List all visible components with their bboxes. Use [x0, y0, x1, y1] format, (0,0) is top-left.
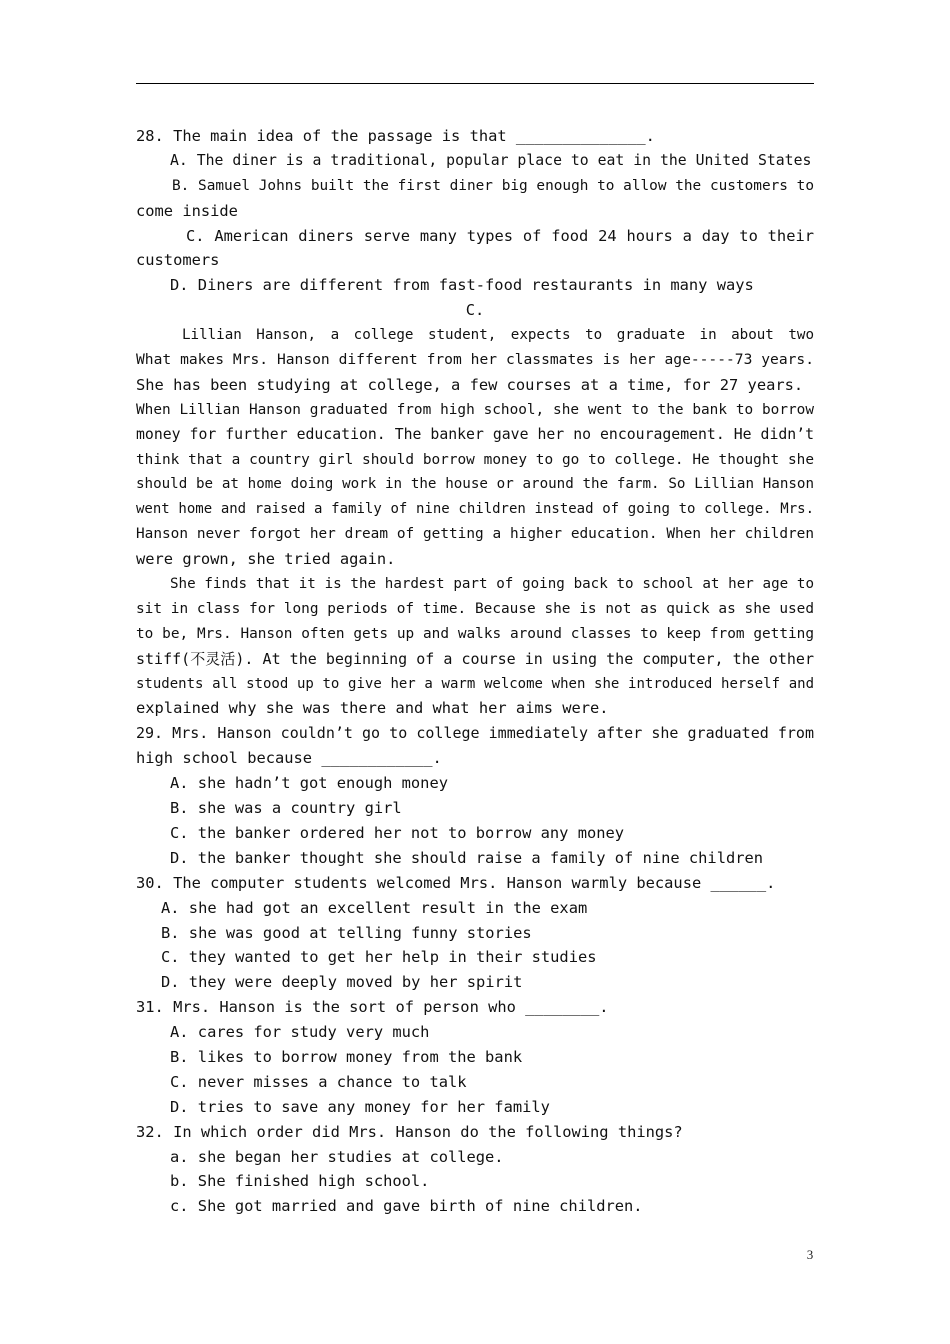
- passage-line: She has been studying at college, a few courses at a time, for 27 years.: [136, 375, 804, 394]
- passage-line: to be, Mrs. Hanson often gets up and walks around classes to keep from getting: [136, 625, 814, 642]
- q31-option-c: C. never misses a chance to talk: [170, 1072, 467, 1091]
- q29-option-d: D. the banker thought she should raise a family of nine children: [170, 848, 764, 867]
- q31-stem: 31. Mrs. Hanson is the sort of person who ________.: [136, 998, 609, 1017]
- passage-line: should be at home doing work in the house or around the farm. So Lillian Hanson: [136, 476, 814, 493]
- passage-line: stiff(不灵活). At the beginning of a course in using the computer, the other: [136, 649, 814, 668]
- q32-item-c: c. She got married and gave birth of nine children.: [170, 1197, 643, 1216]
- q30-option-a: A. she had got an excellent result in the exam: [161, 898, 588, 917]
- q29-option-b: B. she was a country girl: [170, 799, 402, 818]
- passage-line: What makes Mrs. Hanson different from her classmates is her age-----73 years.: [136, 351, 814, 369]
- q32-item-b: b. She finished high school.: [170, 1172, 430, 1191]
- passage-line: sit in class for long periods of time. Because she is not as quick as she used: [136, 600, 814, 617]
- passage-line: Lillian Hanson, a college student, expects to graduate in about two: [182, 327, 814, 344]
- q32-stem: 32. In which order did Mrs. Hanson do the following things?: [136, 1122, 683, 1141]
- q28-option-c-line1: C. American diners serve many types of food 24 hours a day to their: [186, 226, 814, 245]
- passage-line: Hanson never forgot her dream of getting a higher education. When her children: [136, 526, 814, 543]
- q29-stem-line1: 29. Mrs. Hanson couldn’t go to college immediately after she graduated from: [136, 724, 814, 743]
- section-heading: C.: [465, 301, 485, 320]
- passage-line: explained why she was there and what her aims were.: [136, 699, 609, 718]
- page-number: 3: [806, 1247, 814, 1262]
- q28-option-b-line1: B. Samuel Johns built the first diner big enough to allow the customers to: [172, 177, 814, 194]
- q30-option-c: C. they wanted to get her help in their studies: [161, 948, 597, 967]
- q28-option-a: A. The diner is a traditional, popular place to eat in the United States: [170, 151, 812, 169]
- passage-line: When Lillian Hanson graduated from high school, she went to the bank to borrow: [136, 401, 814, 418]
- passage-line: were grown, she tried again.: [136, 550, 396, 569]
- q28-option-d: D. Diners are different from fast-food restaurants in many ways: [170, 276, 754, 295]
- q28-option-c-line2: customers: [136, 251, 220, 270]
- q29-option-a: A. she hadn’t got enough money: [170, 774, 448, 793]
- passage-line: went home and raised a family of nine children instead of going to college. Mrs.: [136, 501, 814, 518]
- q30-stem: 30. The computer students welcomed Mrs. Hanson warmly because ______.: [136, 873, 776, 892]
- passage-line: She finds that it is the hardest part of going back to school at her age to: [170, 576, 814, 593]
- passage-line: students all stood up to give her a warm welcome when she introduced herself and: [136, 675, 814, 692]
- passage-line: think that a country girl should borrow money to go to college. He thought she: [136, 451, 814, 468]
- q28-option-b-line2: come inside: [136, 201, 238, 220]
- q29-option-c: C. the banker ordered her not to borrow any money: [170, 823, 625, 842]
- q31-option-d: D. tries to save any money for her family: [170, 1097, 550, 1116]
- q28-stem: 28. The main idea of the passage is that ______________.: [136, 127, 655, 145]
- q31-option-a: A. cares for study very much: [170, 1023, 430, 1042]
- q31-option-b: B. likes to borrow money from the bank: [170, 1047, 523, 1066]
- header-rule: [136, 83, 814, 84]
- q30-option-d: D. they were deeply moved by her spirit: [161, 973, 523, 992]
- q30-option-b: B. she was good at telling funny stories: [161, 923, 532, 942]
- passage-line: money for further education. The banker gave her no encouragement. He didn’t: [136, 425, 814, 443]
- page-content: [136, 124, 814, 1219]
- q32-item-a: a. she began her studies at college.: [170, 1147, 504, 1166]
- q29-stem-line2: high school because ____________.: [136, 749, 442, 768]
